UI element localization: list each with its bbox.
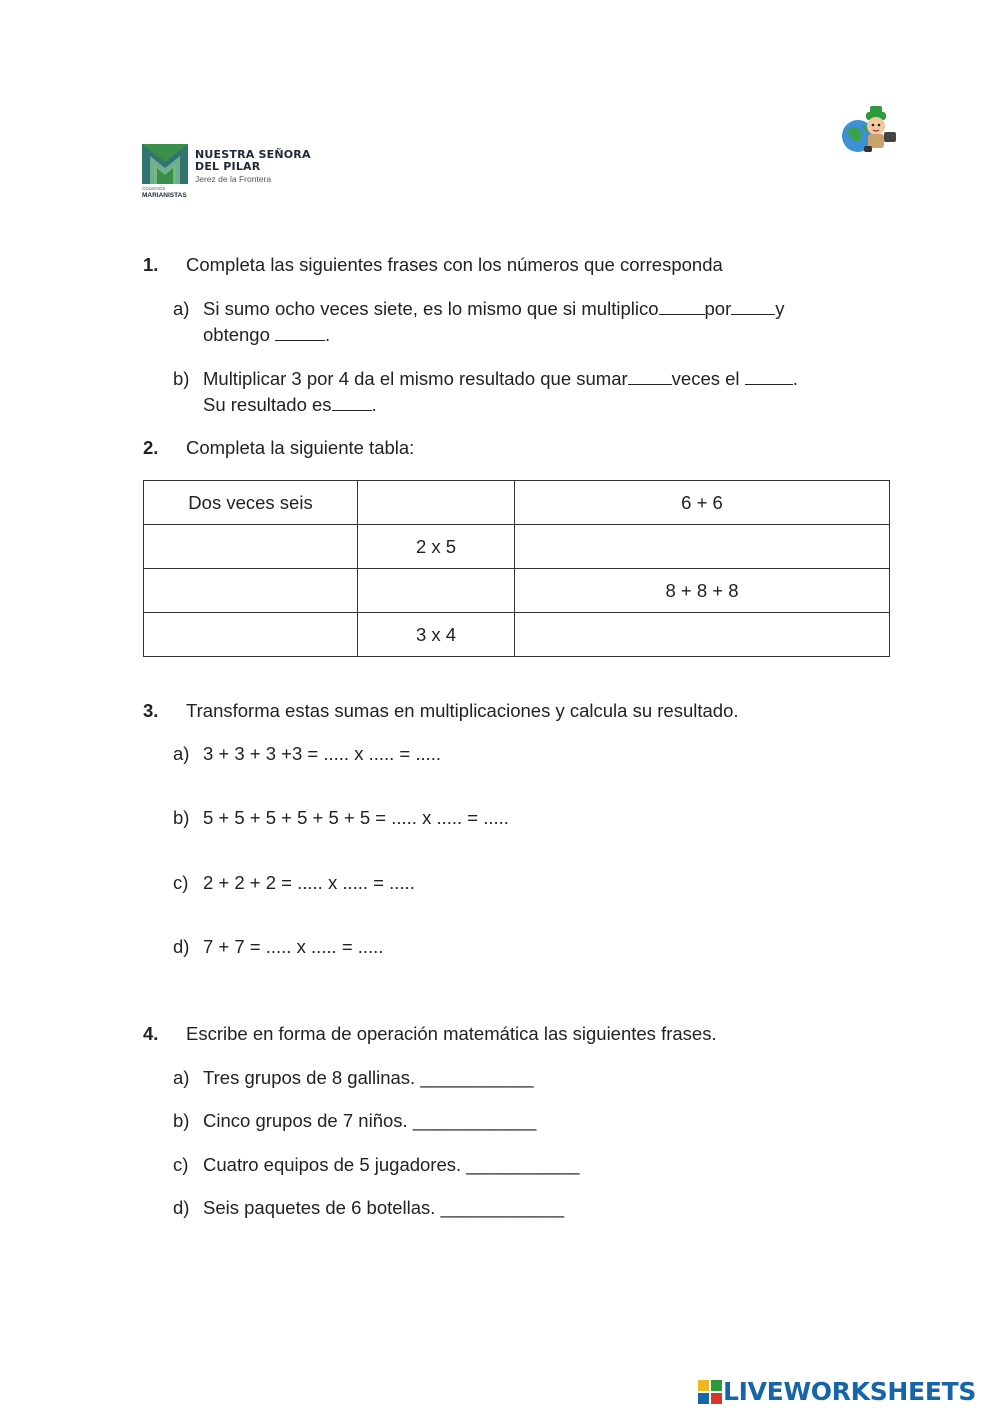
question-3a [173, 741, 442, 767]
question-2-title: Completa la siguiente tabla: [186, 437, 415, 458]
table-cell[interactable]: 2 x 5 [358, 525, 515, 569]
list-item-letter: d) [173, 936, 190, 957]
q1a-blank-3[interactable] [275, 324, 325, 341]
q1b-text-5: . [371, 394, 377, 415]
question-3-number: 3. [143, 700, 159, 721]
school-title-line2: DEL PILAR [195, 160, 261, 173]
school-network-line2: MARIANISTAS [142, 192, 187, 199]
q1a-text-2: por [704, 298, 732, 319]
question-4b [173, 1108, 537, 1134]
q1a-text-3: y [775, 298, 785, 319]
list-item[interactable]: Seis paquetes de 6 botellas. ____________ [203, 1197, 565, 1218]
q1b-text-4: Su resultado es [203, 394, 332, 415]
q1b-blank-3[interactable] [332, 394, 372, 411]
list-item[interactable]: 7 + 7 = ..... x ..... = ..... [203, 936, 384, 957]
list-item[interactable]: 2 + 2 + 2 = ..... x ..... = ..... [203, 872, 415, 893]
question-4-title: Escribe en forma de operación matemática las siguientes frases. [186, 1023, 717, 1044]
question-4-number: 4. [143, 1023, 159, 1044]
list-item[interactable]: 5 + 5 + 5 + 5 + 5 + 5 = ..... x ..... = ..... [203, 807, 509, 828]
school-subtitle: Jerez de la Frontera [195, 174, 272, 184]
table-cell[interactable] [144, 613, 358, 657]
question-4c [173, 1152, 580, 1178]
table-cell[interactable]: 8 + 8 + 8 [515, 569, 890, 613]
table-row [144, 481, 890, 525]
q1a-blank-2[interactable] [731, 298, 775, 315]
liveworksheets-brand[interactable]: LIVEWORKSHEETS [723, 1377, 977, 1406]
question-3-title: Transforma estas sumas en multiplicaciones y calcula su resultado. [186, 700, 739, 721]
question-3c [173, 870, 415, 896]
table-row [144, 613, 890, 657]
question-3 [143, 698, 739, 724]
list-item-letter: b) [173, 807, 190, 828]
school-network-line1: COLEGIOS [142, 186, 166, 191]
school-title [195, 149, 311, 173]
multiplication-table [143, 480, 890, 657]
list-item-letter: b) [173, 1110, 190, 1131]
question-1b-letter: b) [173, 368, 190, 389]
table-cell[interactable]: Dos veces seis [144, 481, 358, 525]
question-1-title: Completa las siguientes frases con los números que corresponda [186, 254, 723, 275]
list-item-letter: c) [173, 1154, 189, 1175]
table-cell[interactable] [358, 569, 515, 613]
mascot-globe-icon [838, 102, 902, 158]
table-cell[interactable] [144, 525, 358, 569]
question-1b-line1 [203, 366, 798, 392]
question-1-number: 1. [143, 254, 159, 275]
table-cell[interactable]: 3 x 4 [358, 613, 515, 657]
q1b-text-3: . [792, 368, 798, 389]
table-row [144, 569, 890, 613]
q1b-blank-2[interactable] [745, 368, 793, 385]
q1a-text-1: Si sumo ocho veces siete, es lo mismo que si multiplico [203, 298, 659, 319]
q1b-text-2: veces el [671, 368, 745, 389]
question-3b [173, 805, 509, 831]
question-1b-line2 [203, 392, 377, 418]
list-item-letter: a) [173, 743, 190, 764]
list-item[interactable]: Cuatro equipos de 5 jugadores. ___________ [203, 1154, 580, 1175]
list-item-letter: d) [173, 1197, 190, 1218]
q1a-text-5: . [325, 324, 331, 345]
question-4d [173, 1195, 565, 1221]
question-1a-letter: a) [173, 298, 190, 319]
list-item-letter: a) [173, 1067, 190, 1088]
table-cell[interactable] [358, 481, 515, 525]
question-2 [143, 435, 415, 461]
question-4a [173, 1065, 534, 1091]
q1b-text-1: Multiplicar 3 por 4 da el mismo resultado que sumar [203, 368, 628, 389]
liveworksheets-logo-icon [698, 1380, 722, 1404]
question-2-number: 2. [143, 437, 159, 458]
table-cell[interactable] [515, 613, 890, 657]
q1a-text-4: obtengo [203, 324, 276, 345]
question-1a-line1 [203, 296, 785, 322]
list-item[interactable]: Tres grupos de 8 gallinas. ___________ [203, 1067, 534, 1088]
list-item[interactable]: 3 + 3 + 3 +3 = ..... x ..... = ..... [203, 743, 442, 764]
question-3d [173, 934, 384, 960]
table-cell[interactable] [144, 569, 358, 613]
q1a-blank-1[interactable] [659, 298, 705, 315]
q1b-blank-1[interactable] [628, 368, 672, 385]
table-row [144, 525, 890, 569]
table-cell[interactable]: 6 + 6 [515, 481, 890, 525]
list-item-letter: c) [173, 872, 189, 893]
school-title-line1: NUESTRA SEÑORA [195, 148, 311, 161]
school-logo-icon [142, 144, 188, 184]
question-4 [143, 1021, 717, 1047]
table-cell[interactable] [515, 525, 890, 569]
list-item[interactable]: Cinco grupos de 7 niños. ____________ [203, 1110, 537, 1131]
question-1a-line2 [203, 322, 330, 348]
question-1 [143, 252, 723, 278]
